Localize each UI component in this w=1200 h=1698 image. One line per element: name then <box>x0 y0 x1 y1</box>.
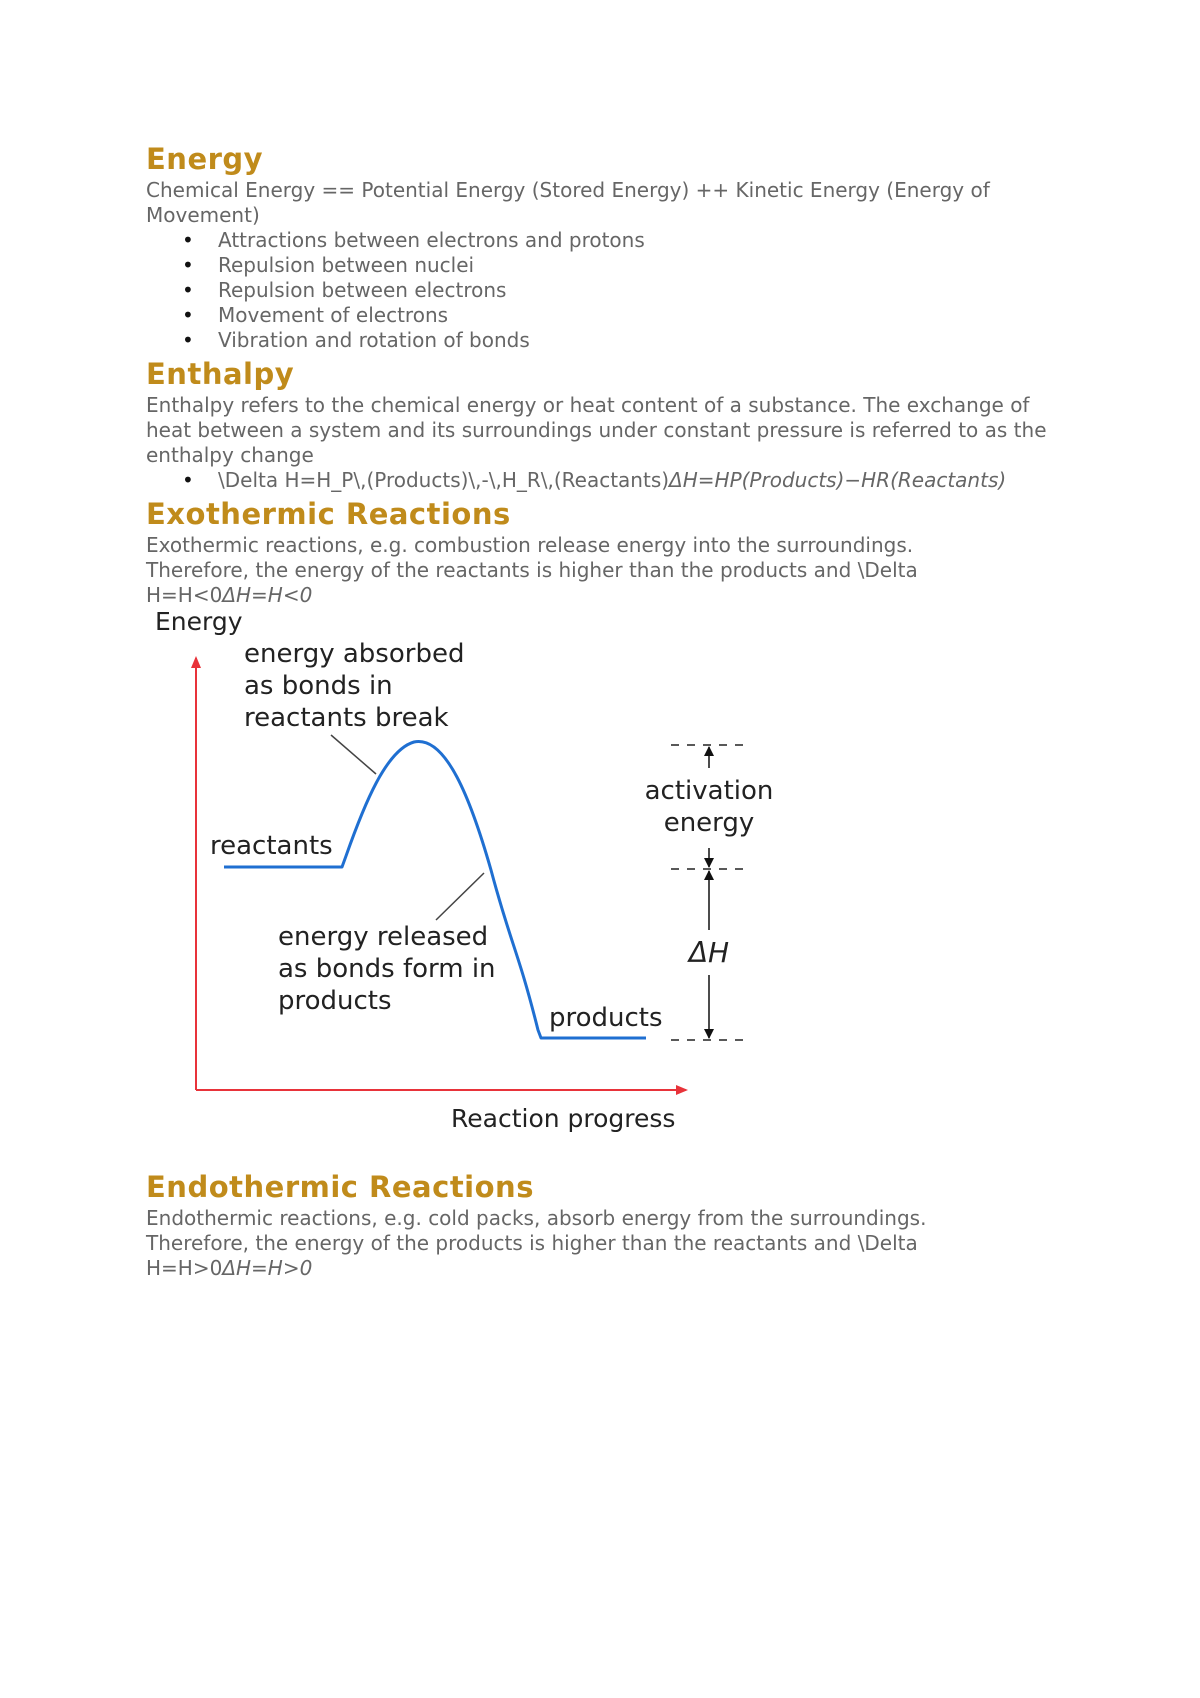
list-item: • Attractions between electrons and protons <box>218 228 1066 253</box>
activation-label-line-1: activation <box>644 776 774 806</box>
list-item <box>218 468 1066 493</box>
activation-label-line-2: energy <box>663 808 755 838</box>
released-label-line-2: as bonds form in <box>278 954 496 984</box>
formula-raw: \Delta H=H_P\,(Products)\,-\,H_R\,(Reactants) <box>218 468 670 492</box>
absorbed-label-line-1: energy absorbed <box>244 639 465 669</box>
released-label-line-3: products <box>278 986 392 1016</box>
enthalpy-formula-list <box>146 468 1066 493</box>
released-leader-line <box>436 873 484 920</box>
energy-profile-svg <box>146 600 786 1150</box>
exothermic-line-2: Therefore, the energy of the reactants is higher than the products and \Delta <box>146 558 918 582</box>
endothermic-rendered: ΔH=H>0 <box>222 1256 313 1280</box>
exothermic-rendered: ΔH=H<0 <box>222 583 313 607</box>
heading-energy: Energy <box>146 142 264 176</box>
list-item: • Movement of electrons <box>218 303 1066 328</box>
exothermic-raw: H=H<0 <box>146 583 223 607</box>
reactants-label: reactants <box>210 831 333 861</box>
released-label-line-1: energy released <box>278 922 489 952</box>
products-label: products <box>549 1003 663 1033</box>
formula-rendered: ΔH=HP(Products)−HR(Reactants) <box>669 468 1007 492</box>
enthalpy-body: Enthalpy refers to the chemical energy or heat content of a substance. The exchange of heat between a system and its surroundings under constant pressure is referred to as the enthalpy change <box>146 393 1047 467</box>
absorbed-label-line-2: as bonds in <box>244 671 393 701</box>
endothermic-line-3 <box>146 1256 1066 1281</box>
heading-exothermic: Exothermic Reactions <box>146 497 511 531</box>
endothermic-line-1: Endothermic reactions, e.g. cold packs, absorb energy from the surroundings. <box>146 1206 927 1230</box>
endothermic-raw: H=H>0 <box>146 1256 223 1280</box>
heading-enthalpy: Enthalpy <box>146 357 295 391</box>
energy-profile-diagram <box>146 600 786 1150</box>
heading-endothermic: Endothermic Reactions <box>146 1170 534 1204</box>
exothermic-line-1: Exothermic reactions, e.g. combustion release energy into the surroundings. <box>146 533 914 557</box>
endothermic-line-2: Therefore, the energy of the products is higher than the reactants and \Delta <box>146 1231 918 1255</box>
absorbed-leader-line <box>331 735 376 774</box>
delta-h-label: ΔH <box>688 936 730 969</box>
list-item: • Vibration and rotation of bonds <box>218 328 1066 353</box>
list-item: • Repulsion between electrons <box>218 278 1066 303</box>
absorbed-label-line-3: reactants break <box>244 703 449 733</box>
y-axis-label: Energy <box>155 607 243 636</box>
energy-bullet-list <box>146 228 1066 353</box>
energy-intro: Chemical Energy == Potential Energy (Stored Energy) ++ Kinetic Energy (Energy of Movement) <box>146 178 990 227</box>
list-item: • Repulsion between nuclei <box>218 253 1066 278</box>
x-axis-label: Reaction progress <box>451 1104 676 1133</box>
